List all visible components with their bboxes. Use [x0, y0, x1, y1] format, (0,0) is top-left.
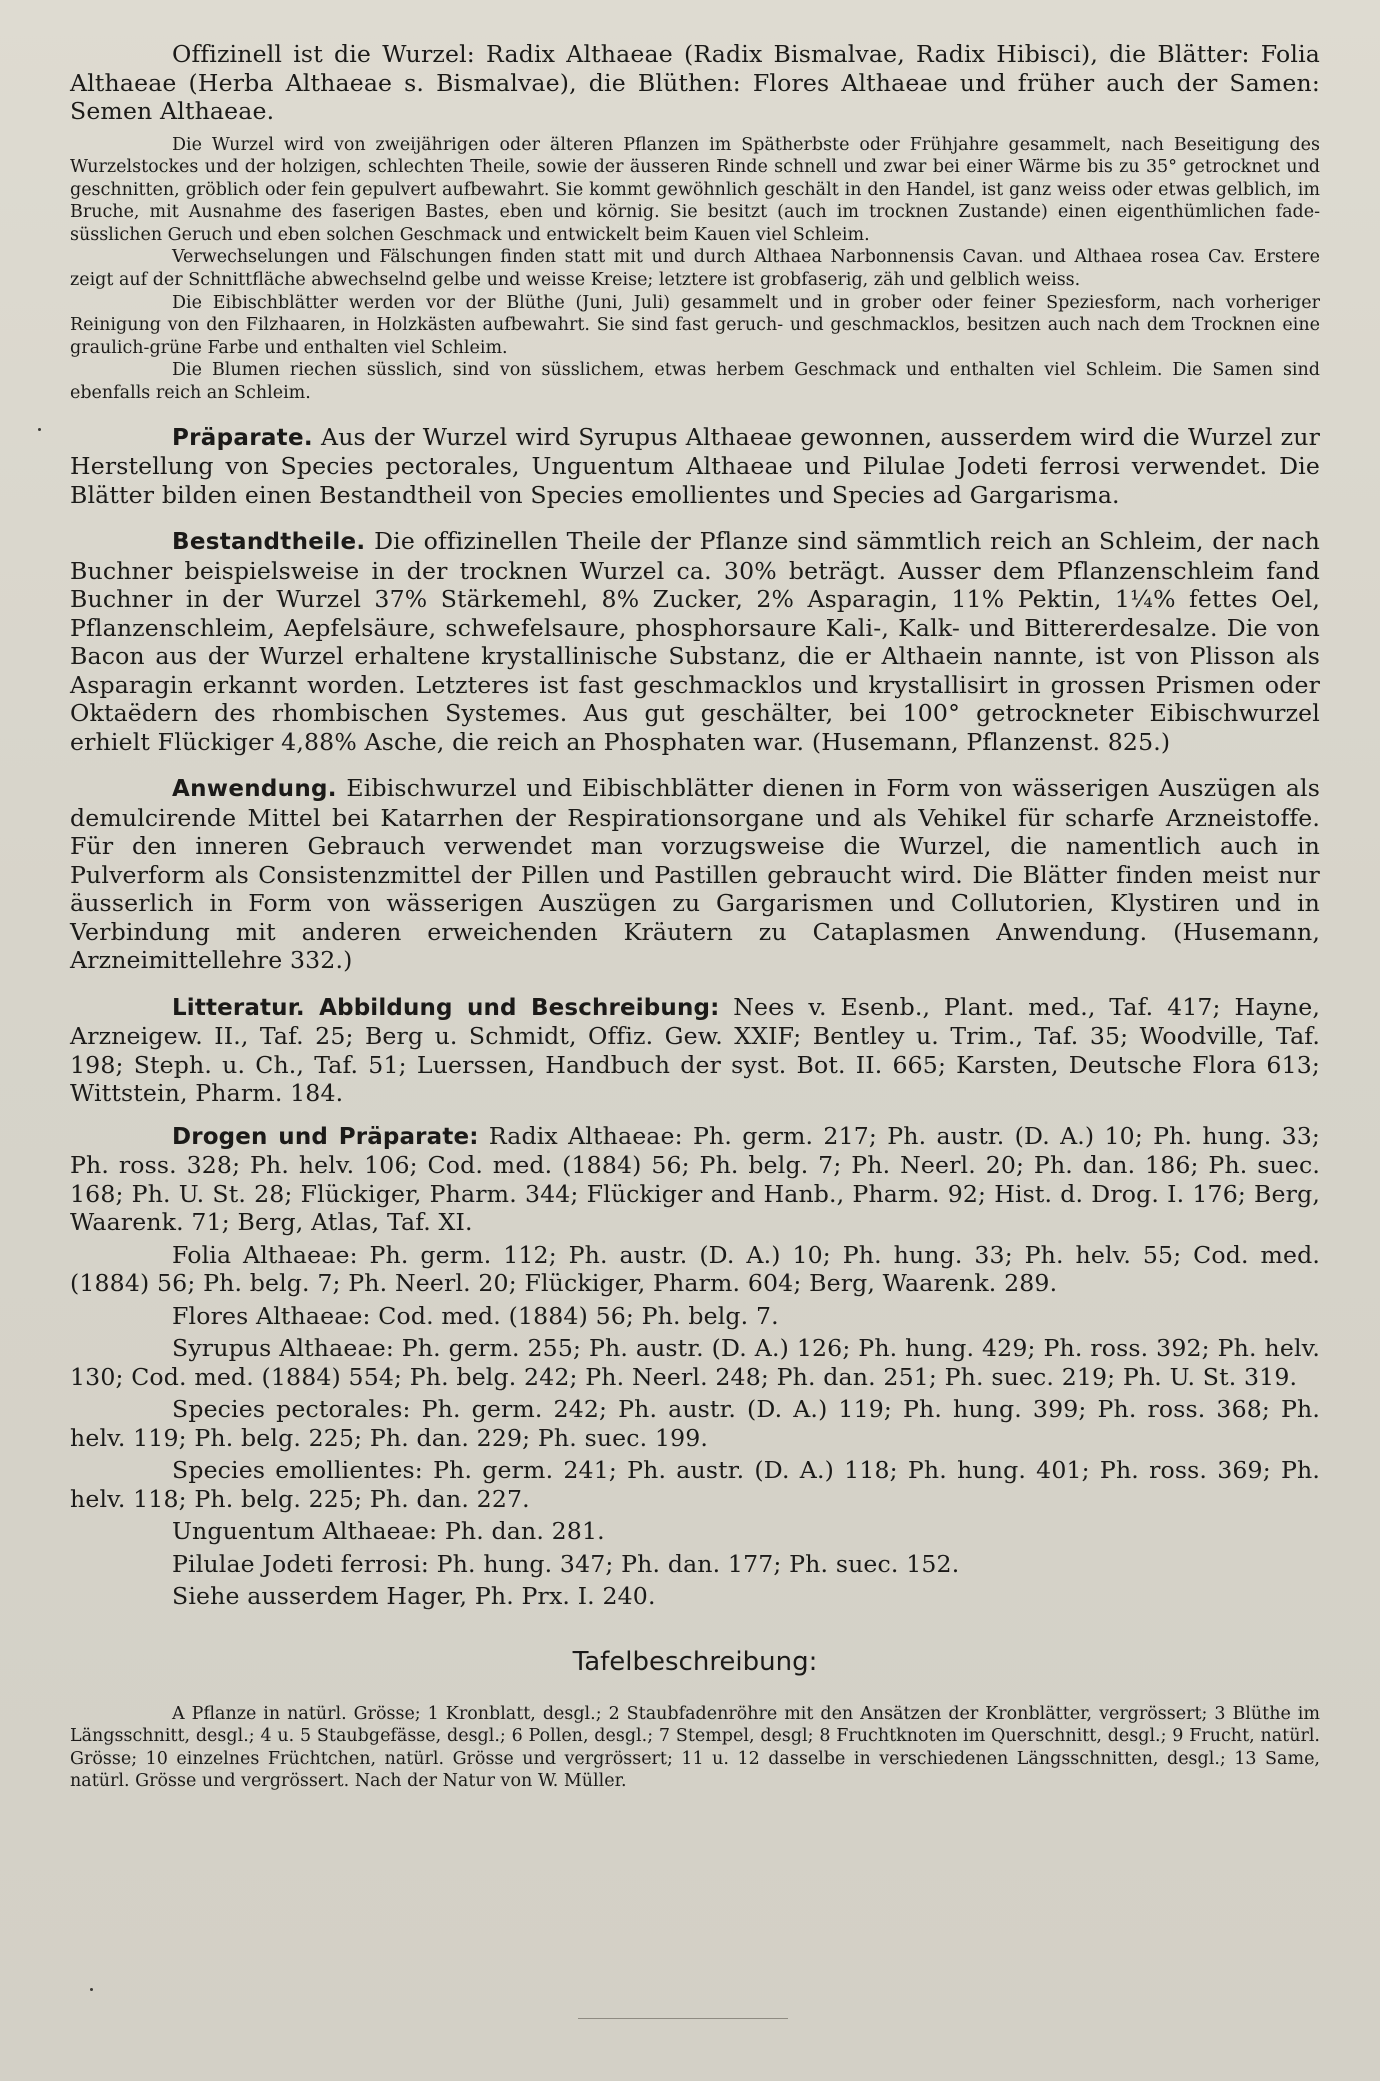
anwendung-text: Eibischwurzel und Eibischblätter dienen in Form von wässerigen Auszügen als demulcirende Mittel bei Katarrhen der Respirationsorgane und als Vehikel für scharfe Arzneistoffe. Für den inneren Gebrauch verwendet man vorzugsweise die Wurzel, die namentlich auch in Pulverform als Consistenzmittel der Pillen und Pastillen gebraucht wird. Die Blätter finden meist nur äusserlich in Form von wässerigen Auszügen zu Gargarismen und Collutorien, Klystiren und in Verbindung mit anderen erweichenden Kräutern zu Cataplasmen Anwendung. (Husemann, Arzneimittellehre 332.): [70, 774, 1320, 975]
bestandtheile-section: [70, 527, 1320, 756]
drogen-section: [70, 1122, 1320, 1237]
anwendung-section: [70, 774, 1320, 975]
litteratur-text: Nees v. Esenb., Plant. med., Taf. 417; Hayne, Arzneigew. II., Taf. 25; Berg u. Schmidt, Offiz. Gew. XXIF; Bentley u. Trim., Taf. 35; Woodville, Taf. 198; Steph. u. Ch., Taf. 51; Luerssen, Handbuch der syst. Bot. II. 665; Karsten, Deutsche Flora 613; Wittstein, Pharm. 184.: [70, 992, 1320, 1108]
page-text: [70, 40, 1320, 1793]
litteratur-section: [70, 993, 1320, 1108]
drogen-flores: Flores Althaeae: Cod. med. (1884) 56; Ph. belg. 7.: [172, 1301, 779, 1330]
drogen-species-emollientes: Species emollientes: Ph. germ. 241; Ph. austr. (D. A.) 118; Ph. hung. 401; Ph. ross. 369; Ph. helv. 118; Ph. belg. 225; Ph. dan. 227.: [70, 1456, 1320, 1513]
page-speck: [38, 428, 41, 431]
blumen-paragraph: Die Blumen riechen süsslich, sind von süsslichem, etwas herbem Geschmack und enthalten viel Schleim. Die Samen sind ebenfalls reich an Schleim.: [70, 360, 1320, 404]
drogen-siehe: Siehe ausserdem Hager, Ph. Prx. I. 240.: [172, 1582, 656, 1611]
bestandtheile-heading: Bestandtheile.: [172, 529, 366, 556]
bestandtheile-text: Die offizinellen Theile der Pflanze sind sämmtlich reich an Schleim, der nach Buchner beispielsweise in der trocknen Wurzel ca. 30% beträgt. Ausser dem Pflanzenschleim fand Buchner in der Wurzel 37% Stärkemehl, 8% Zucker, 2% Asparagin, 11% Pektin, 1¼% fettes Oel, Pflanzenschleim, Aepfelsäure, schwefelsaure, phosphorsaure Kali-, Kalk- und Bittererdesalze. Die von Bacon aus der Wurzel erhaltene krystallinische Substanz, die er Althaein nannte, ist von Plisson als Asparagin erkannt worden. Letzteres ist fast geschmacklos und krystallisirt in grossen Prismen oder Oktaëdern des rhombischen Systemes. Aus gut geschälter, bei 100° getrockneter Eibischwurzel erhielt Flückiger 4,88% Asche, die reich an Phosphaten war. (Husemann, Pflanzenst. 825.): [70, 527, 1320, 756]
bottom-rule: [578, 2018, 788, 2019]
drogen-unguentum: Unguentum Althaeae: Ph. dan. 281.: [172, 1517, 605, 1546]
blaetter-paragraph: Die Eibischblätter werden vor der Blüthe (Juni, Juli) gesammelt und in grober oder feiner Speziesform, nach vorheriger Reinigung von den Filzhaaren, in Holzkästen aufbewahrt. Sie sind fast geruch- und geschmacklos, besitzen auch nach dem Trocknen eine graulich-grüne Farbe und enthalten viel Schleim.: [70, 292, 1320, 358]
litteratur-heading: Litteratur. Abbildung und Beschreibung:: [172, 994, 720, 1021]
drogen-species-pectorales: Species pectorales: Ph. germ. 242; Ph. austr. (D. A.) 119; Ph. hung. 399; Ph. ross. 368; Ph. helv. 119; Ph. belg. 225; Ph. dan. 229; Ph. suec. 199.: [70, 1395, 1320, 1452]
wurzel-paragraph: Die Wurzel wird von zweijährigen oder älteren Pflanzen im Spätherbste oder Frühjahre gesammelt, nach Beseitigung des Wurzelstockes und der holzigen, schlechten Theile, sowie der äusseren Rinde schnell und zwar bei einer Wärme bis zu 35° getrocknet und geschnitten, gröblich oder fein gepulvert aufbewahrt. Sie kommt gewöhnlich geschält in den Handel, ist ganz weiss oder etwas gelblich, im Bruche, mit Ausnahme des faserigen Bastes, eben und körnig. Sie besitzt (auch im trocknen Zustande) einen eigenthümlichen fade-süsslichen Geruch und eben solchen Geschmack und entwickelt beim Kauen viel Schleim.: [70, 134, 1320, 245]
praeparate-heading: Präparate.: [172, 424, 313, 451]
drogen-folia: Folia Althaeae: Ph. germ. 112; Ph. austr. (D. A.) 10; Ph. hung. 33; Ph. helv. 55; Cod. med. (1884) 56; Ph. belg. 7; Ph. Neerl. 20; Flückiger, Pharm. 604; Berg, Waarenk. 289.: [70, 1240, 1320, 1298]
tafelbeschreibung-heading: Tafelbeschreibung:: [572, 1646, 818, 1677]
praeparate-section: [70, 423, 1320, 510]
drogen-heading: Drogen und Präparate:: [172, 1123, 479, 1150]
drogen-radix: Radix Althaeae: Ph. germ. 217; Ph. austr. (D. A.) 10; Ph. hung. 33; Ph. ross. 328; Ph. helv. 106; Cod. med. (1884) 56; Ph. belg. 7; Ph. Neerl. 20; Ph. dan. 186; Ph. suec. 168; Ph. U. St. 28; Flückiger, Pharm. 344; Flückiger and Hanb., Pharm. 92; Hist. d. Drog. I. 176; Berg, Waarenk. 71; Berg, Atlas, Taf. XI.: [70, 1121, 1320, 1237]
drogen-syrupus: Syrupus Althaeae: Ph. germ. 255; Ph. austr. (D. A.) 126; Ph. hung. 429; Ph. ross. 392; Ph. helv. 130; Cod. med. (1884) 554; Ph. belg. 242; Ph. Neerl. 248; Ph. dan. 251; Ph. suec. 219; Ph. U. St. 319.: [70, 1334, 1320, 1391]
page-speck: [90, 1988, 93, 1991]
drogen-pilulae: Pilulae Jodeti ferrosi: Ph. hung. 347; Ph. dan. 177; Ph. suec. 152.: [172, 1549, 960, 1578]
verwechselungen-paragraph: Verwechselungen und Fälschungen finden statt mit und durch Althaea Narbonnensis Cavan. und Althaea rosea Cav. Erstere zeigt auf der Schnittfläche abwechselnd gelbe und weisse Kreise; letztere ist grobfaserig, zäh und gelblich weiss.: [70, 247, 1320, 291]
tafelbeschreibung-text: A Pflanze in natürl. Grösse; 1 Kronblatt, desgl.; 2 Staubfadenröhre mit den Ansätzen der Kronblätter, vergrössert; 3 Blüthe im Längsschnitt, desgl.; 4 u. 5 Staubgefässe, desgl.; 6 Pollen, desgl.; 7 Stempel, desgl; 8 Fruchtknoten im Querschnitt, desgl.; 9 Frucht, natürl. Grösse; 10 einzelnes Früchtchen, natürl. Grösse und vergrössert; 11 u. 12 dasselbe in verschiedenen Längsschnitten, desgl.; 13 Same, natürl. Grösse und vergrössert. Nach der Natur von W. Müller.: [70, 1703, 1320, 1792]
anwendung-heading: Anwendung.: [172, 776, 337, 803]
praeparate-text: Aus der Wurzel wird Syrupus Althaeae gewonnen, ausserdem wird die Wurzel zur Herstellung von Species pectorales, Unguentum Althaeae und Pilulae Jodeti ferrosi verwendet. Die Blätter bilden einen Bestandtheil von Species emollientes und Species ad Gargarisma.: [70, 422, 1320, 509]
offizinell-paragraph: Offizinell ist die Wurzel: Radix Althaeae (Radix Bismalvae, Radix Hibisci), die Blätter: Folia Althaeae (Herba Althaeae s. Bismalvae), die Blüthen: Flores Althaeae und früher auch der Samen: Semen Althaeae.: [70, 40, 1320, 125]
